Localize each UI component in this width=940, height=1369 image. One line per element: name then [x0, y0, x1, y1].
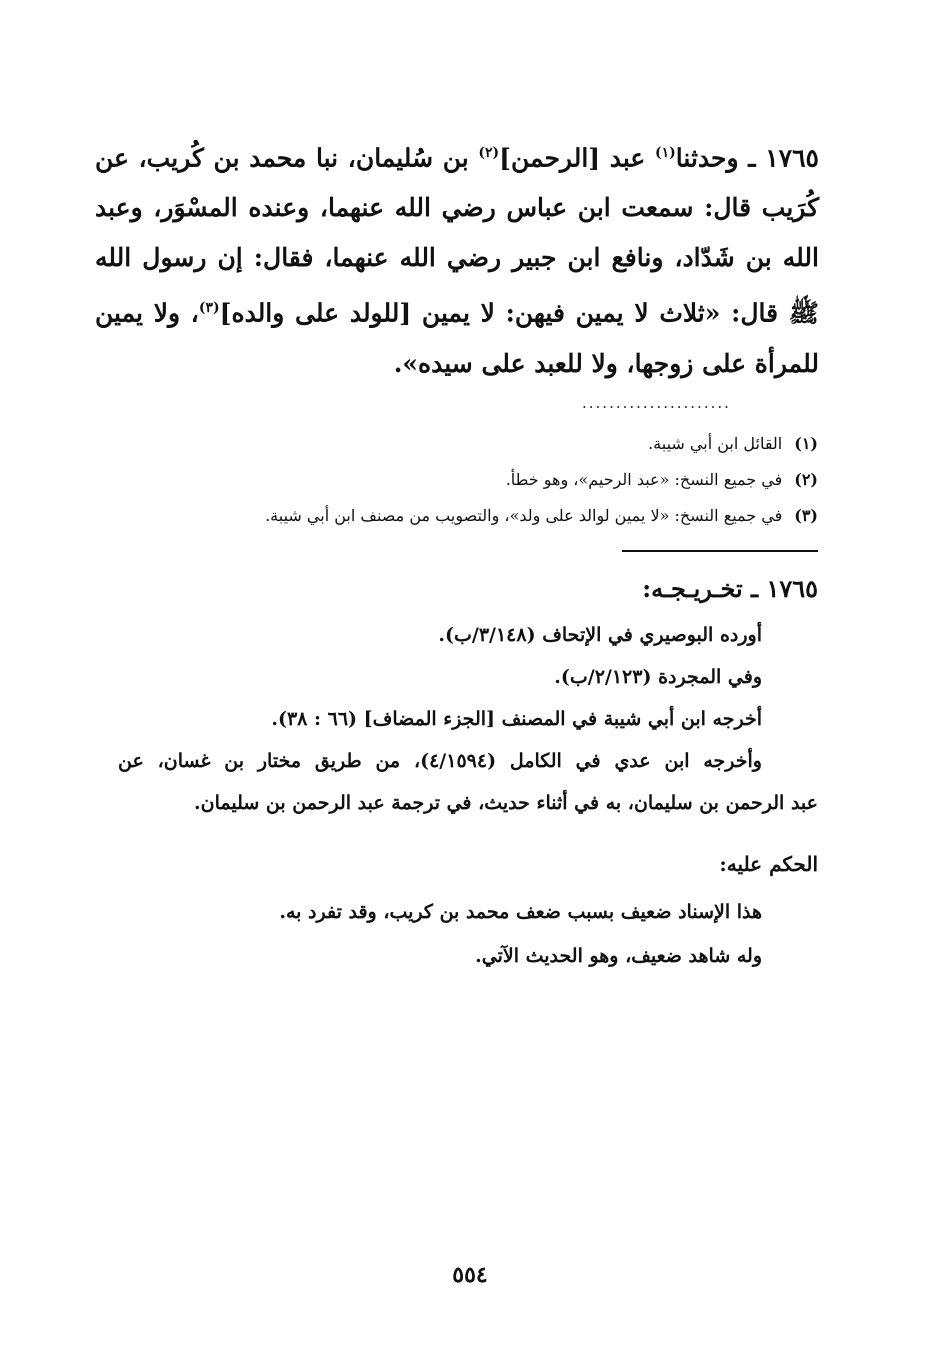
footnotes	[138, 426, 818, 534]
section-divider	[622, 550, 818, 552]
takhrij-line: وفي المجردة (٢/١٢٣/ب).	[554, 666, 762, 688]
footnote-2	[138, 462, 818, 498]
hukm-section	[162, 890, 762, 978]
hadith-text-part-1: وحدثنا	[675, 143, 739, 173]
footnote-ref-3: (٣)	[198, 300, 220, 317]
takhrij-section	[118, 614, 818, 824]
takhrij-line: أورده البوصيري في الإتحاف (٣/١٤٨/ب).	[438, 624, 762, 646]
takhrij-line: عبد الرحمن بن سليمان، به في أثناء حديث، في ترجمة عبد الرحمن بن سليمان.	[194, 792, 818, 814]
hadith-number: ١٧٦٥	[765, 143, 819, 173]
hadith-text-part-2: عبد [الرحمن]	[499, 143, 656, 173]
footnote-ref-1: (١)	[655, 145, 676, 161]
footnote-number: (٣)	[794, 506, 818, 525]
footnote-3	[138, 498, 818, 534]
footnote-number: (٢)	[794, 470, 818, 489]
takhrij-line: أخرجه ابن أبي شيبة في المصنف [الجزء المضاف] (٦٦ : ٣٨).	[271, 708, 762, 730]
footnote-text: القائل ابن أبي شيبة.	[648, 434, 783, 453]
hadith-dash: ـ	[748, 143, 756, 173]
footnote-separator: ......................	[582, 394, 731, 412]
hukm-heading: الحكم عليه:	[719, 852, 818, 876]
hadith-text	[95, 128, 819, 389]
hukm-line: هذا الإسناد ضعيف بسبب ضعف محمد بن كريب، وقد تفرد به.	[279, 901, 762, 923]
takhrij-heading: ١٧٦٥ ـ تخـريـجـه:	[642, 574, 818, 603]
page-number: ٥٥٤	[452, 1262, 488, 1288]
footnote-ref-2: (٢)	[478, 145, 500, 161]
footnote-text: في جميع النسخ: «لا يمين لوالد على ولد»، والتصويب من مصنف ابن أبي شيبة.	[265, 506, 783, 525]
hadith-text-part-3: بن سُليمان، نبا محمد بن كُريب، عن كُرَيب قال: سمعت ابن عباس رضي الله عنهما، وعنده المسْوَر، وعبد الله بن شَدّاد، ونافع ابن جبير رضي الله عنهما، فقال: إن رسول الله ﷺ قال: «ثلاث لا يمين فيهن: لا يمين [للولد على والده]	[95, 143, 820, 328]
footnote-1	[138, 426, 818, 462]
takhrij-line: وأخرجه ابن عدي في الكامل (٤/١٥٩٤)، من طريق مختار بن غسان، عن	[118, 750, 762, 772]
footnote-number: (١)	[794, 434, 818, 453]
hukm-line: وله شاهد ضعيف، وهو الحديث الآتي.	[475, 945, 762, 967]
footnote-text: في جميع النسخ: «عبد الرحيم»، وهو خطأ.	[505, 470, 783, 489]
hadith-text-part-4: ، ولا يمين للمرأة على زوجها، ولا للعبد على سيده».	[95, 298, 819, 378]
